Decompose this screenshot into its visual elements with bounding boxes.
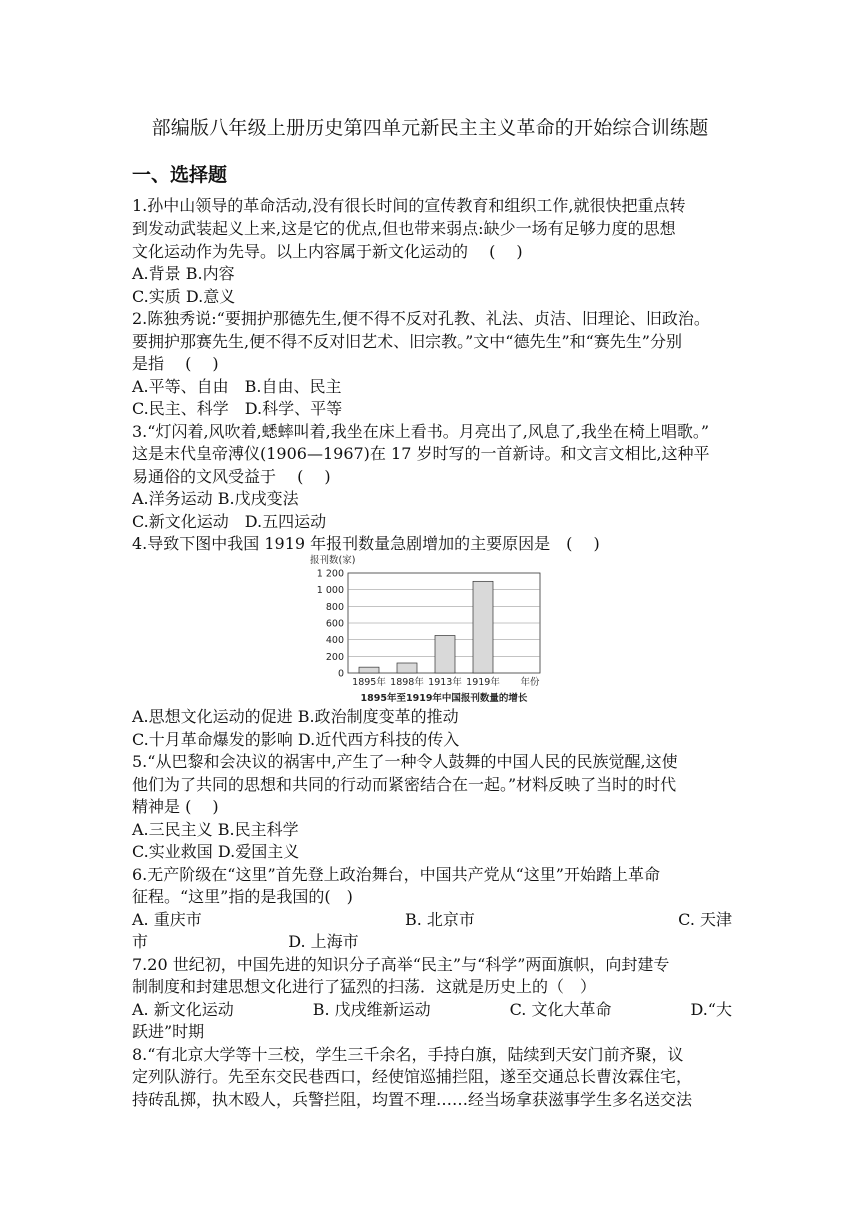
text-line: 5.“从巴黎和会决议的祸害中,产生了一种令人鼓舞的中国人民的民族觉醒,这使	[132, 752, 678, 771]
text-line: A.三民主义 B.民主科学	[132, 820, 299, 839]
text-line: 征程。“这里”指的是我国的( )	[132, 887, 353, 906]
y-tick-label: 400	[325, 635, 344, 647]
text-line: C.民主、科学 D.科学、平等	[132, 399, 343, 418]
bar-1913年	[435, 636, 455, 674]
option-d: D.“大	[690, 1000, 732, 1019]
q6-options-row	[132, 931, 359, 953]
text-line: 他们为了共同的思想和共同的行动而紧密结合在一起。”材料反映了当时的时代	[132, 775, 677, 794]
option-c: C. 天津	[678, 910, 732, 929]
text-line: 易通俗的文风受益于 ( )	[132, 467, 331, 486]
text-line: 6.无产阶级在“这里”首先登上政治舞台，中国共产党从“这里”开始踏上革命	[132, 865, 660, 884]
text-line: C.实业救国 D.爱国主义	[132, 842, 300, 861]
page-title: 部编版八年级上册历史第四单元新民主主义革命的开始综合训练题	[151, 117, 709, 139]
bar-1895年	[359, 667, 379, 673]
text-line: A.思想文化运动的促进 B.政治制度变革的推动	[132, 707, 459, 726]
text-line: 8.“有北京大学等十三校，学生三千余名，手持白旗，陆续到天安门前齐聚，议	[132, 1045, 684, 1064]
option-c: C. 文化大革命	[509, 1000, 612, 1019]
text-line: 制制度和封建思想文化进行了猛烈的扫荡．这就是历史上的（ ）	[132, 977, 597, 996]
text-line: 精神是 ( )	[132, 797, 219, 816]
text-line: 持砖乱掷，执木殴人，兵警拦阻，均置不理……经当场拿获滋事学生多名送交法	[132, 1090, 693, 1109]
text-line: A.洋务运动 B.戊戌变法	[132, 489, 299, 508]
option-a: A. 新文化运动	[132, 1000, 234, 1019]
text-line: 文化运动作为先导。以上内容属于新文化运动的 ( )	[132, 242, 523, 261]
x-tick-label: 1898年	[390, 677, 424, 688]
option-d: D. 上海市	[288, 932, 359, 951]
text-line: 跃进”时期	[132, 1022, 205, 1041]
y-tick-label: 1 000	[316, 585, 344, 597]
option-a: A. 重庆市	[132, 910, 202, 929]
option-b: B. 北京市	[404, 910, 475, 929]
text-line: A.背景 B.内容	[132, 264, 235, 283]
q6-options-row	[132, 909, 732, 931]
bar-1898年	[397, 663, 417, 673]
option-c-cont: 市	[132, 932, 149, 951]
chart-title: 1895年至1919年中国报刊数量的增长	[360, 693, 528, 704]
text-line: 7.20 世纪初，中国先进的知识分子高举“民主”与“科学”两面旗帜，向封建专	[132, 955, 670, 974]
y-tick-label: 800	[325, 601, 344, 613]
text-line: 2.陈独秀说:“要拥护那德先生,便不得不反对孔教、礼法、贞洁、旧理论、旧政治。	[132, 309, 710, 328]
x-tick-label: 1913年	[428, 677, 462, 688]
text-line: 3.“灯闪着,风吹着,蟋蟀叫着,我坐在床上看书。月亮出了,风息了,我坐在椅上唱歌。”	[132, 422, 710, 441]
x-axis-label: 年份	[520, 677, 540, 688]
option-b: B. 戊戌维新运动	[312, 1000, 431, 1019]
y-tick-label: 1 200	[316, 568, 344, 580]
text-line: 1.孙中山领导的革命活动,没有很长时间的宣传教育和组织工作,就很快把重点转	[132, 196, 686, 215]
bar-1919年	[473, 581, 493, 673]
q7-options-row	[132, 999, 732, 1021]
text-line: 定列队游行。先至东交民巷西口，经使馆巡捕拦阻，遂至交通总长曹汝霖住宅，	[132, 1067, 693, 1086]
text-line: C.新文化运动 D.五四运动	[132, 512, 327, 531]
x-tick-label: 1895年	[352, 677, 386, 688]
y-tick-label: 600	[325, 618, 344, 630]
text-line: C.十月革命爆发的影响 D.近代西方科技的传入	[132, 730, 460, 749]
text-line: A.平等、自由 B.自由、民主	[132, 377, 342, 396]
x-tick-label: 1919年	[466, 677, 500, 688]
text-line: 要拥护那赛先生,便不得不反对旧艺术、旧宗教。”文中“德先生”和“赛先生”分别	[132, 332, 682, 351]
section-heading: 一、选择题	[132, 164, 228, 186]
y-tick-label: 0	[337, 668, 344, 680]
text-line: 4.导致下图中我国 1919 年报刊数量急剧增加的主要原因是 ( )	[132, 534, 600, 553]
newspaper-count-bar-chart	[300, 551, 550, 711]
y-tick-label: 200	[325, 651, 344, 663]
text-line: 这是末代皇帝溥仪(1906—1967)在 17 岁时写的一首新诗。和文言文相比,这种平	[132, 444, 710, 463]
text-line: 到发动武装起义上来,这是它的优点,但也带来弱点:缺少一场有足够力度的思想	[132, 219, 676, 238]
text-line: 是指 ( )	[132, 354, 219, 373]
text-line: C.实质 D.意义	[132, 287, 236, 306]
y-axis-label: 报刊数(家)	[310, 555, 356, 566]
